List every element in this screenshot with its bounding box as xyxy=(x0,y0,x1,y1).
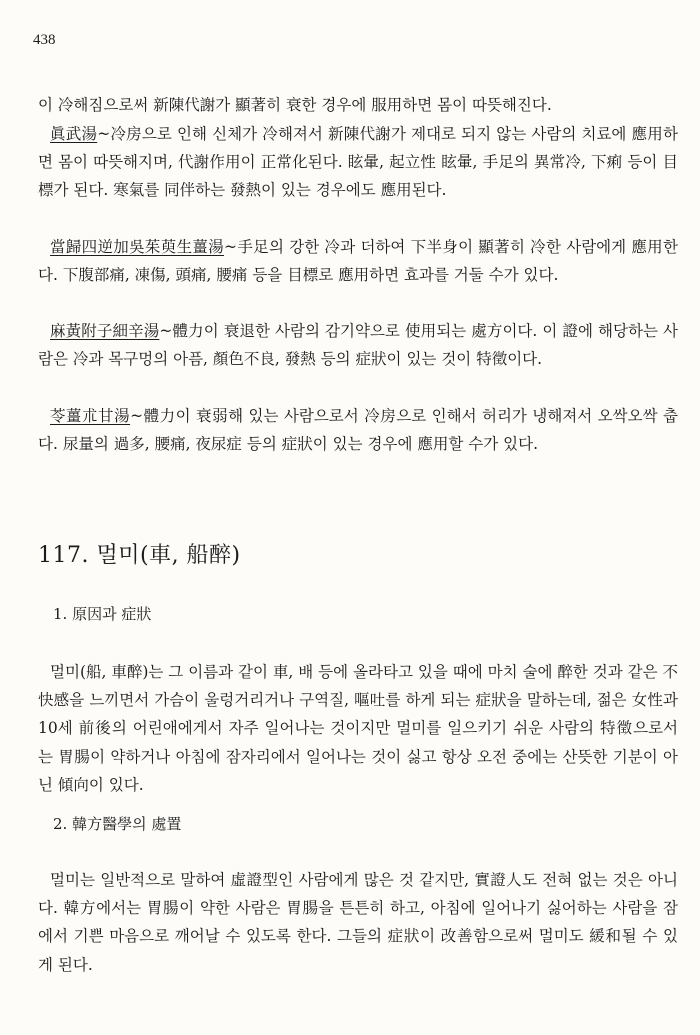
section-heading-causes: 1. 原因과 症狀 xyxy=(53,605,152,623)
section-body: 멀미(船, 車醉)는 그 이름과 같이 車, 배 등에 올라타고 있을 때에 마치 술에 醉한 것과 같은 不快感을 느끼면서 가슴이 울렁거리거나 구역질, 嘔吐를 하게 되는 症狀을 말하는데, 젊은 女性과 10세 前後의 어린애에게서 자주 일어나는 것이지만 멀미를 일으키기 쉬운 사람의 特徵으로서는 胃腸이 약하거나 아침에 잠자리에서 일어나는 것이 싫고 항상 오전 중에는 산뜻한 기분이 아닌 傾向이 있다. xyxy=(38,663,678,794)
paragraph-causes xyxy=(38,658,678,799)
prescription-name: 麻黃附子細辛湯 xyxy=(50,322,160,340)
prescription-name: 眞武湯 xyxy=(50,125,98,143)
chapter-heading: 117. 멀미(車, 船醉) xyxy=(38,543,241,568)
prescription-name: 苓薑朮甘湯 xyxy=(50,407,131,425)
paragraph-continued: 이 冷해짐으로써 新陳代謝가 顯著히 衰한 경우에 服用하면 몸이 따뜻해진다. xyxy=(38,96,552,114)
prescription-description: ~體力이 衰退한 사람의 감기약으로 使用되는 處方이다. 이 證에 해당하는 사람은 冷과 목구멍의 아픔, 顏色不良, 發熱 등의 症狀이 있는 것이 特徵이다. xyxy=(38,322,678,369)
prescription-description: ~手足의 강한 冷과 더하여 下半身이 顯著히 冷한 사람에게 應用한다. 下腹部痛, 凍傷, 頭痛, 腰痛 등을 目標로 應用하면 효과를 거둘 수가 있다. xyxy=(38,238,678,285)
prescription-description: ~冷房으로 인해 신체가 冷해져서 新陳代謝가 제대로 되지 않는 사람의 치료에 應用하면 몸이 따뜻해지며, 代謝作用이 正常化된다. 眩暈, 起立性 眩暈, 手足의 異常冷, 下痢 등이 目標가 된다. 寒氣를 同伴하는 發熱이 있는 경우에도 應用된다. xyxy=(38,125,678,200)
paragraph-treatment xyxy=(38,866,678,979)
prescription-name: 當歸四逆加吳茱萸生薑湯 xyxy=(50,238,225,256)
prescription-description: ~體力이 衰弱해 있는 사람으로서 冷房으로 인해서 허리가 냉해져서 오싹오싹 춥다. 尿量의 過多, 腰痛, 夜尿症 등의 症狀이 있는 경우에 應用할 수가 있다. xyxy=(38,407,678,454)
page-number: 438 xyxy=(33,32,56,48)
section-body: 멀미는 일반적으로 말하여 虛證型인 사람에게 많은 것 같지만, 實證人도 전혀 없는 것은 아니다. 韓方에서는 胃腸이 약한 사람은 胃腸을 튼튼히 하고, 아침에 일어나기 싫어하는 사람을 잠에서 기쁜 마음으로 깨어날 수 있도록 한다. 그들의 症狀이 改善함으로써 멀미도 緩和될 수 있게 된다. xyxy=(38,871,678,974)
paragraph-danggwi-sayeok-tang xyxy=(38,233,678,289)
paragraph-jinmu-tang xyxy=(38,120,678,205)
paragraph-mahwang-buja-sesin-tang xyxy=(38,317,678,373)
paragraph-ryeong-gang-chul-gam-tang xyxy=(38,402,678,458)
section-heading-treatment: 2. 韓方醫學의 處置 xyxy=(53,815,182,833)
